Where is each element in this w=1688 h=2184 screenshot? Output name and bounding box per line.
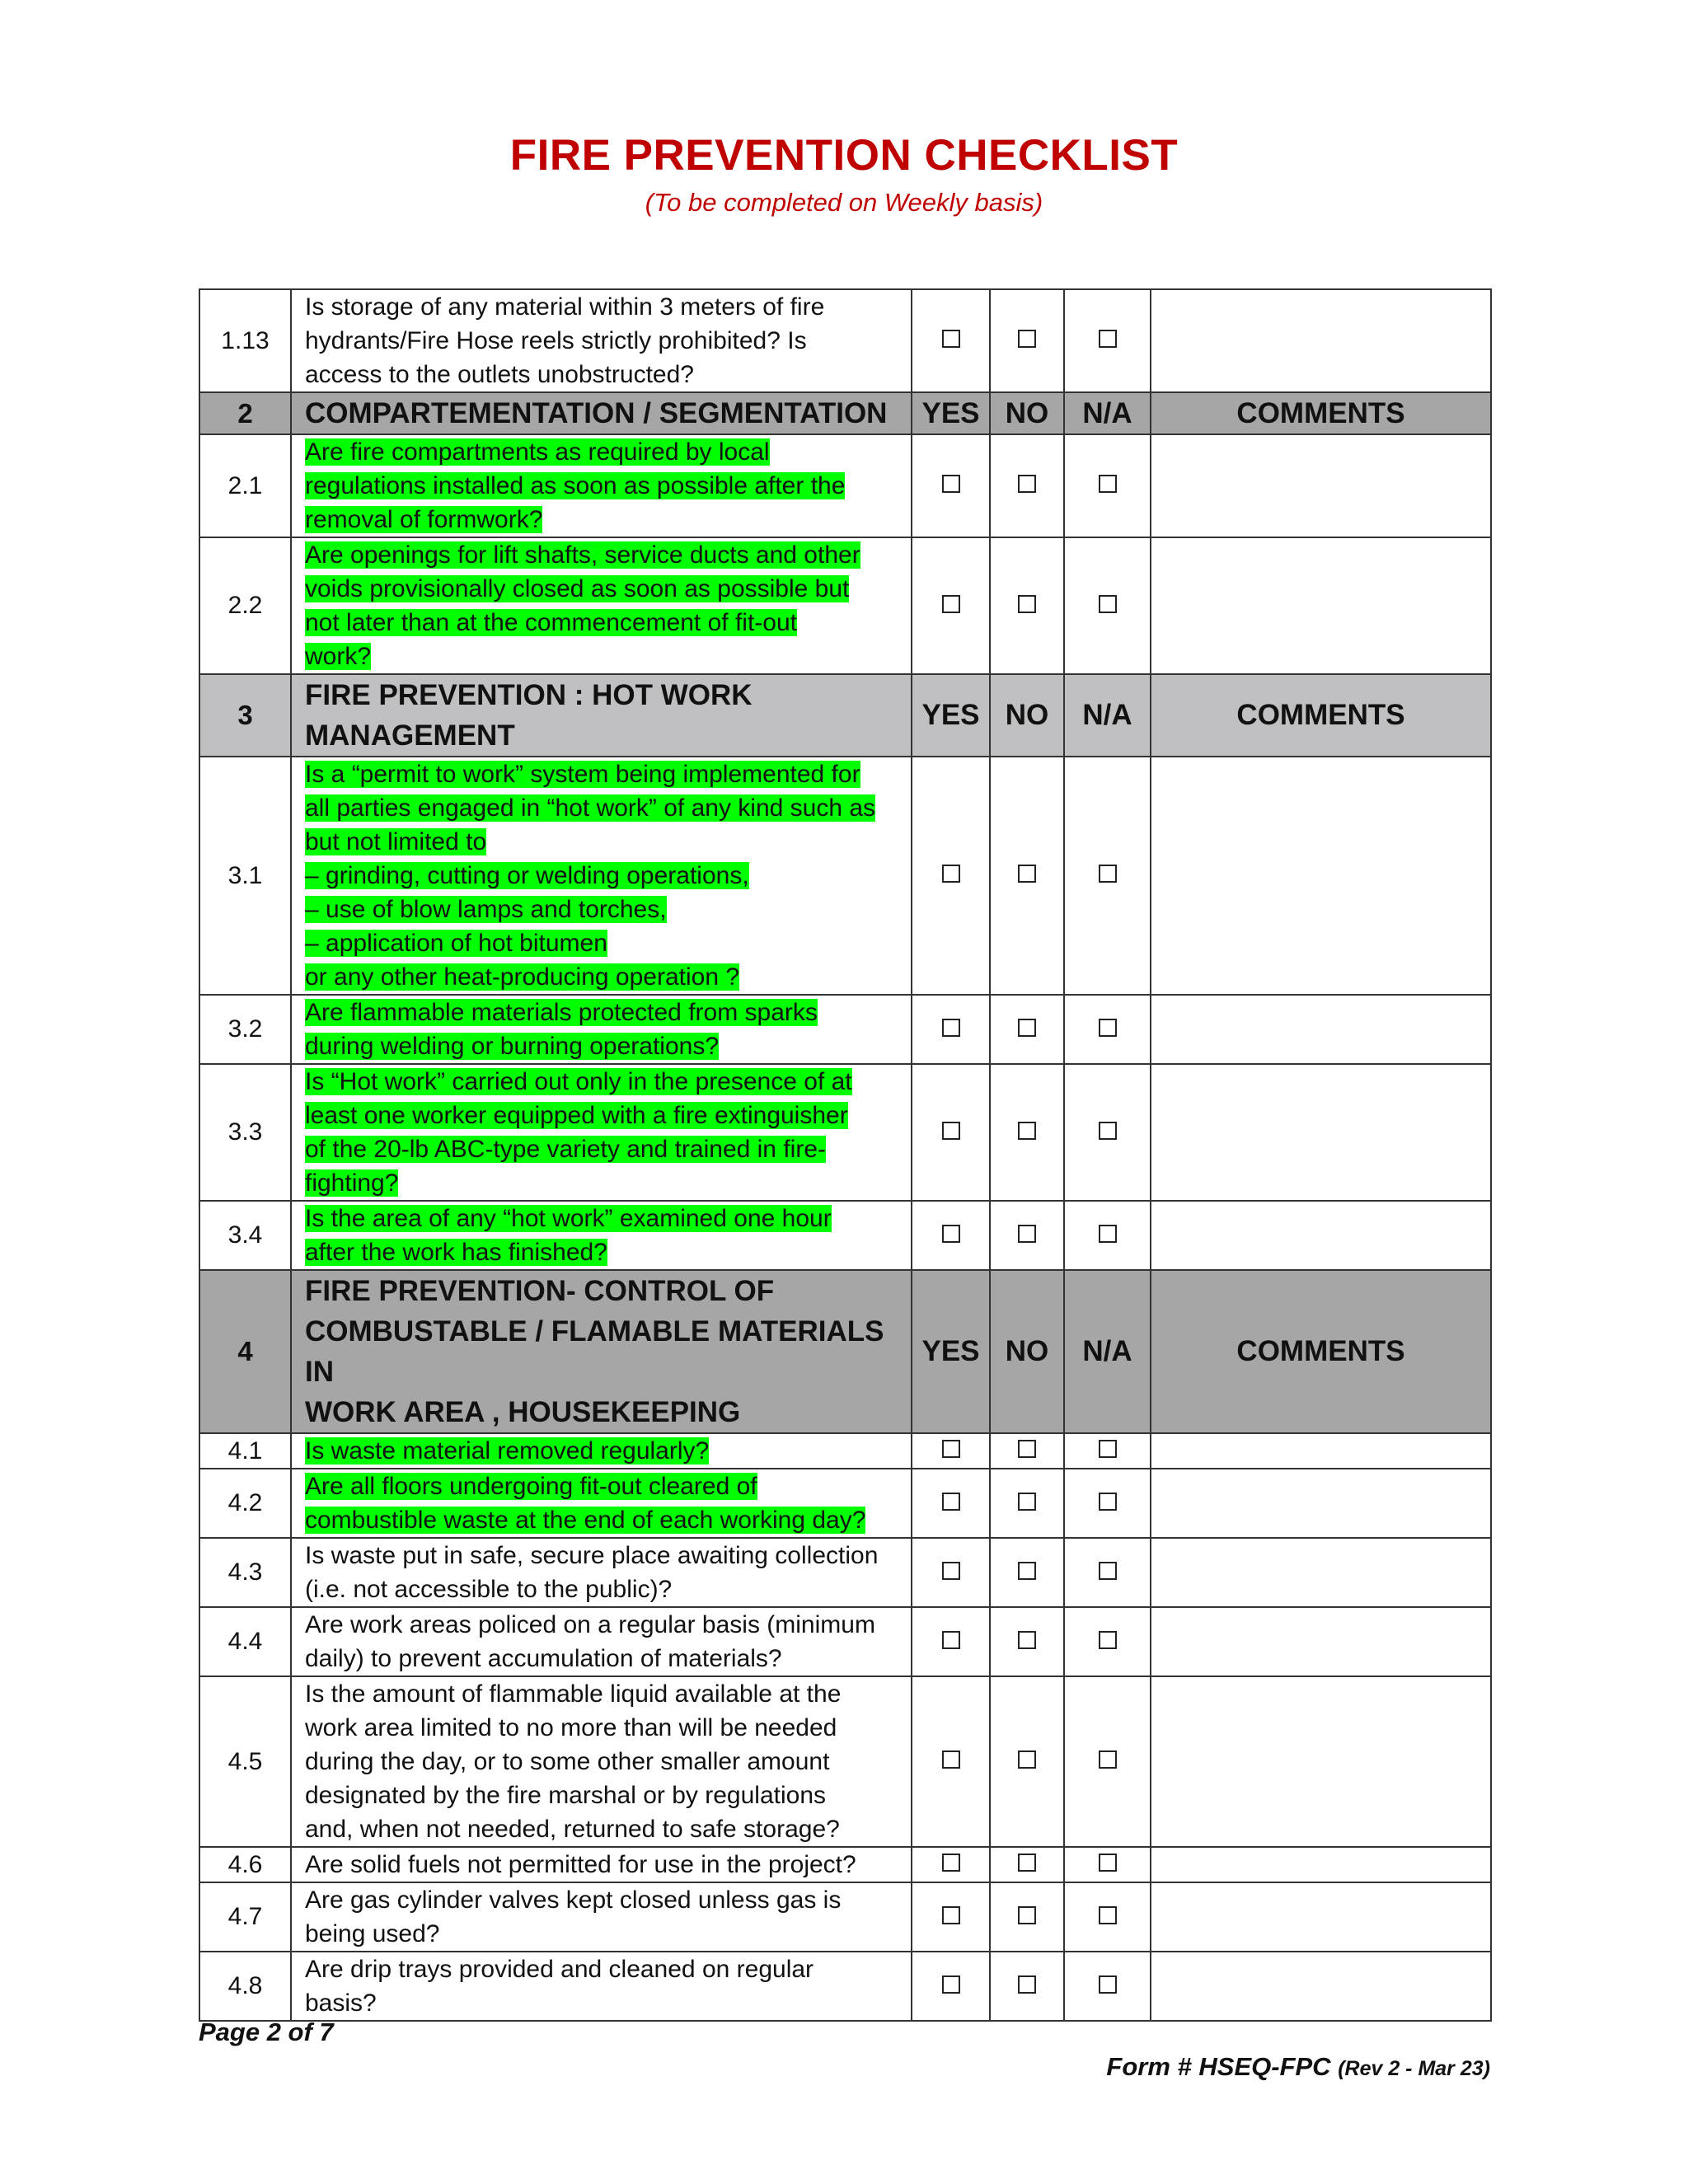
checkbox-yes[interactable] [942,330,960,348]
question-text [291,434,912,537]
question-line: being used? [305,1920,440,1947]
answer-no-cell [990,1064,1064,1201]
question-line: – application of hot bitumen [305,930,607,957]
checkbox-yes[interactable] [942,865,960,883]
checkbox-na[interactable] [1099,1493,1117,1511]
checklist-row [199,1064,1491,1201]
question-line: during the day, or to some other smaller amount [305,1748,830,1775]
checkbox-yes[interactable] [942,1440,960,1458]
checkbox-yes[interactable] [942,1225,960,1243]
checkbox-na[interactable] [1099,1750,1117,1769]
answer-yes-cell [912,1064,990,1201]
section-header-row [199,392,1491,434]
section-title-line: MANAGEMENT [305,719,515,752]
question-line: Are all floors undergoing fit-out cleared of [305,1473,757,1500]
item-number: 4.8 [199,1952,291,2021]
item-number: 4.6 [199,1847,291,1882]
checkbox-yes[interactable] [942,1122,960,1140]
checkbox-yes[interactable] [942,1631,960,1649]
question-line: (i.e. not accessible to the public)? [305,1576,673,1603]
answer-na-cell [1064,1607,1151,1676]
answer-yes-cell [912,1847,990,1882]
checkbox-na[interactable] [1099,1854,1117,1872]
checkbox-no[interactable] [1018,595,1036,613]
checklist-body [199,289,1491,2021]
answer-na-cell [1064,1064,1151,1201]
section-title-line: COMPARTEMENTATION / SEGMENTATION [305,397,888,429]
col-na-header: N/A [1064,674,1151,757]
checkbox-no[interactable] [1018,1906,1036,1924]
checklist-row [199,1676,1491,1847]
checkbox-na[interactable] [1099,865,1117,883]
answer-yes-cell [912,757,990,995]
question-line: Are work areas policed on a regular basis (minimum [305,1611,875,1638]
answer-yes-cell [912,1201,990,1270]
section-header-row [199,674,1491,757]
item-number: 4 [199,1270,291,1433]
form-code: Form # HSEQ-FPC [1106,2052,1331,2081]
question-text [291,1538,912,1607]
checkbox-yes[interactable] [942,475,960,493]
checklist-table [199,288,1492,2022]
page-number: Page 2 of 7 [199,2018,334,2046]
question-line: not later than at the commencement of fit-out [305,609,797,636]
checkbox-no[interactable] [1018,1631,1036,1649]
checklist-row [199,537,1491,674]
comments-cell[interactable] [1151,1064,1491,1201]
answer-no-cell [990,1469,1064,1538]
answer-na-cell [1064,1882,1151,1952]
col-comments-header: COMMENTS [1151,674,1491,757]
checkbox-no[interactable] [1018,1493,1036,1511]
answer-yes-cell [912,434,990,537]
checkbox-yes[interactable] [942,1975,960,1994]
checklist-row [199,1882,1491,1952]
question-line: Are gas cylinder valves kept closed unless gas is [305,1886,842,1914]
question-text [291,1607,912,1676]
question-line: designated by the fire marshal or by regulations [305,1782,827,1809]
question-line: Is storage of any material within 3 meters of fire [305,293,825,321]
checkbox-yes[interactable] [942,1854,960,1872]
checkbox-na[interactable] [1099,475,1117,493]
item-number: 2.2 [199,537,291,674]
comments-cell[interactable] [1151,1847,1491,1882]
answer-no-cell [990,1201,1064,1270]
checkbox-na[interactable] [1099,1975,1117,1994]
checkbox-na[interactable] [1099,1906,1117,1924]
question-line: but not limited to [305,828,487,855]
comments-cell[interactable] [1151,1433,1491,1469]
checkbox-no[interactable] [1018,1019,1036,1037]
answer-na-cell [1064,434,1151,537]
comments-cell[interactable] [1151,995,1491,1064]
checkbox-na[interactable] [1099,1631,1117,1649]
checklist-row [199,1538,1491,1607]
answer-no-cell [990,434,1064,537]
question-line: hydrants/Fire Hose reels strictly prohibited? Is [305,327,807,354]
comments-cell[interactable] [1151,434,1491,537]
comments-cell[interactable] [1151,1607,1491,1676]
question-text [291,757,912,995]
checklist-row [199,1433,1491,1469]
checkbox-no[interactable] [1018,1440,1036,1458]
question-text [291,1469,912,1538]
comments-cell[interactable] [1151,1201,1491,1270]
item-number: 4.1 [199,1433,291,1469]
answer-yes-cell [912,1952,990,2021]
question-text [291,1433,912,1469]
question-line: Are fire compartments as required by local [305,438,770,466]
item-number: 4.4 [199,1607,291,1676]
section-title-line: COMBUSTABLE / FLAMABLE MATERIALS IN [305,1315,884,1388]
checklist-row [199,1201,1491,1270]
answer-no-cell [990,757,1064,995]
form-revision: (Rev 2 - Mar 23) [1338,2057,1490,2080]
col-no-header: NO [990,674,1064,757]
checkbox-no[interactable] [1018,865,1036,883]
answer-no-cell [990,537,1064,674]
comments-cell[interactable] [1151,289,1491,392]
item-number: 3 [199,674,291,757]
answer-yes-cell [912,289,990,392]
question-text [291,1952,912,2021]
answer-na-cell [1064,1538,1151,1607]
checkbox-yes[interactable] [942,1493,960,1511]
question-line: of the 20-lb ABC-type variety and trained in fire- [305,1136,826,1163]
col-no-header: NO [990,1270,1064,1433]
section-title-line: FIRE PREVENTION : HOT WORK [305,679,753,711]
question-line: and, when not needed, returned to safe storage? [305,1816,840,1843]
question-line: Is a “permit to work” system being implemented for [305,761,860,788]
section-title [291,1270,912,1433]
checkbox-no[interactable] [1018,1975,1036,1994]
question-line: – grinding, cutting or welding operations, [305,862,749,889]
question-line: Is waste put in safe, secure place awaiting collection [305,1542,879,1569]
question-line: Is “Hot work” carried out only in the presence of at [305,1068,852,1095]
answer-na-cell [1064,757,1151,995]
comments-cell[interactable] [1151,1538,1491,1607]
answer-no-cell [990,1847,1064,1882]
question-line: combustible waste at the end of each working day? [305,1507,866,1534]
item-number: 3.2 [199,995,291,1064]
document-title: FIRE PREVENTION CHECKLIST [509,131,1179,180]
checkbox-yes[interactable] [942,1906,960,1924]
answer-na-cell [1064,995,1151,1064]
answer-na-cell [1064,1469,1151,1538]
checklist-row [199,757,1491,995]
checkbox-no[interactable] [1018,1225,1036,1243]
checkbox-no[interactable] [1018,475,1036,493]
answer-yes-cell [912,537,990,674]
answer-na-cell [1064,537,1151,674]
col-yes-header: YES [912,674,990,757]
item-number: 1.13 [199,289,291,392]
section-title-line: WORK AREA , HOUSEKEEPING [305,1396,741,1428]
question-line: work? [305,643,372,670]
section-header-row [199,1270,1491,1433]
question-text [291,289,912,392]
checkbox-no[interactable] [1018,1122,1036,1140]
question-line: – use of blow lamps and torches, [305,896,667,923]
question-line: least one worker equipped with a fire extinguisher [305,1102,848,1129]
checklist-row [199,434,1491,537]
item-number: 4.2 [199,1469,291,1538]
checkbox-yes[interactable] [942,595,960,613]
answer-no-cell [990,1607,1064,1676]
comments-cell[interactable] [1151,1952,1491,2021]
item-number: 2.1 [199,434,291,537]
question-text [291,1847,912,1882]
checklist-row [199,1607,1491,1676]
section-title-line: FIRE PREVENTION- CONTROL OF [305,1275,775,1307]
answer-na-cell [1064,1952,1151,2021]
checklist-row [199,1952,1491,2021]
question-line: fighting? [305,1169,399,1197]
answer-yes-cell [912,1538,990,1607]
col-no-header: NO [990,392,1064,434]
question-line: Are drip trays provided and cleaned on regular [305,1956,814,1983]
answer-no-cell [990,1882,1064,1952]
checkbox-na[interactable] [1099,1019,1117,1037]
answer-yes-cell [912,1469,990,1538]
item-number: 4.5 [199,1676,291,1847]
question-line: or any other heat-producing operation ? [305,963,740,991]
answer-na-cell [1064,1847,1151,1882]
question-line: Is the area of any “hot work” examined one hour [305,1205,832,1232]
checkbox-no[interactable] [1018,1562,1036,1580]
form-number [1106,2052,1490,2082]
answer-no-cell [990,1952,1064,2021]
checkbox-yes[interactable] [942,1562,960,1580]
answer-no-cell [990,1676,1064,1847]
question-line: Is waste material removed regularly? [305,1437,710,1465]
question-line: access to the outlets unobstructed? [305,361,694,388]
comments-cell[interactable] [1151,1676,1491,1847]
col-yes-header: YES [912,1270,990,1433]
question-text [291,1882,912,1952]
question-line: Is the amount of flammable liquid available at the [305,1680,842,1708]
answer-yes-cell [912,1676,990,1847]
checkbox-yes[interactable] [942,1019,960,1037]
question-line: daily) to prevent accumulation of materials? [305,1645,782,1672]
item-number: 4.7 [199,1882,291,1952]
question-line: Are flammable materials protected from sparks [305,999,818,1026]
answer-na-cell [1064,1676,1151,1847]
checkbox-na[interactable] [1099,1562,1117,1580]
checkbox-no[interactable] [1018,330,1036,348]
comments-cell[interactable] [1151,1469,1491,1538]
checkbox-yes[interactable] [942,1750,960,1769]
item-number: 3.1 [199,757,291,995]
question-text [291,1676,912,1847]
section-title [291,674,912,757]
checkbox-no[interactable] [1018,1750,1036,1769]
col-na-header: N/A [1064,1270,1151,1433]
answer-no-cell [990,1433,1064,1469]
checkbox-na[interactable] [1099,1225,1117,1243]
question-text [291,1064,912,1201]
question-line: Are solid fuels not permitted for use in the project? [305,1851,856,1878]
item-number: 4.3 [199,1538,291,1607]
question-line: removal of formwork? [305,506,543,533]
checkbox-na[interactable] [1099,1122,1117,1140]
checkbox-no[interactable] [1018,1854,1036,1872]
question-text [291,1201,912,1270]
question-line: voids provisionally closed as soon as possible but [305,575,850,602]
answer-no-cell [990,1538,1064,1607]
col-yes-header: YES [912,392,990,434]
comments-cell[interactable] [1151,757,1491,995]
question-line: during welding or burning operations? [305,1033,720,1060]
question-line: all parties engaged in “hot work” of any kind such as [305,794,876,822]
question-text [291,537,912,674]
question-line: Are openings for lift shafts, service ducts and other [305,541,860,569]
question-line: regulations installed as soon as possible after the [305,472,846,499]
answer-yes-cell [912,995,990,1064]
question-text [291,995,912,1064]
answer-na-cell [1064,289,1151,392]
section-title [291,392,912,434]
item-number: 3.3 [199,1064,291,1201]
answer-no-cell [990,289,1064,392]
document-subtitle: (To be completed on Weekly basis) [645,188,1043,217]
answer-yes-cell [912,1607,990,1676]
answer-na-cell [1064,1201,1151,1270]
col-comments-header: COMMENTS [1151,1270,1491,1433]
answer-no-cell [990,995,1064,1064]
checklist-row [199,1469,1491,1538]
col-comments-header: COMMENTS [1151,392,1491,434]
checklist-row [199,1847,1491,1882]
answer-yes-cell [912,1882,990,1952]
comments-cell[interactable] [1151,1882,1491,1952]
question-line: after the work has finished? [305,1239,607,1266]
comments-cell[interactable] [1151,537,1491,674]
checkbox-na[interactable] [1099,1440,1117,1458]
checkbox-na[interactable] [1099,595,1117,613]
question-line: work area limited to no more than will be needed [305,1714,837,1741]
item-number: 3.4 [199,1201,291,1270]
checklist-row [199,289,1491,392]
checklist-row [199,995,1491,1064]
checkbox-na[interactable] [1099,330,1117,348]
question-line: basis? [305,1990,377,2017]
answer-yes-cell [912,1433,990,1469]
col-na-header: N/A [1064,392,1151,434]
item-number: 2 [199,392,291,434]
answer-na-cell [1064,1433,1151,1469]
